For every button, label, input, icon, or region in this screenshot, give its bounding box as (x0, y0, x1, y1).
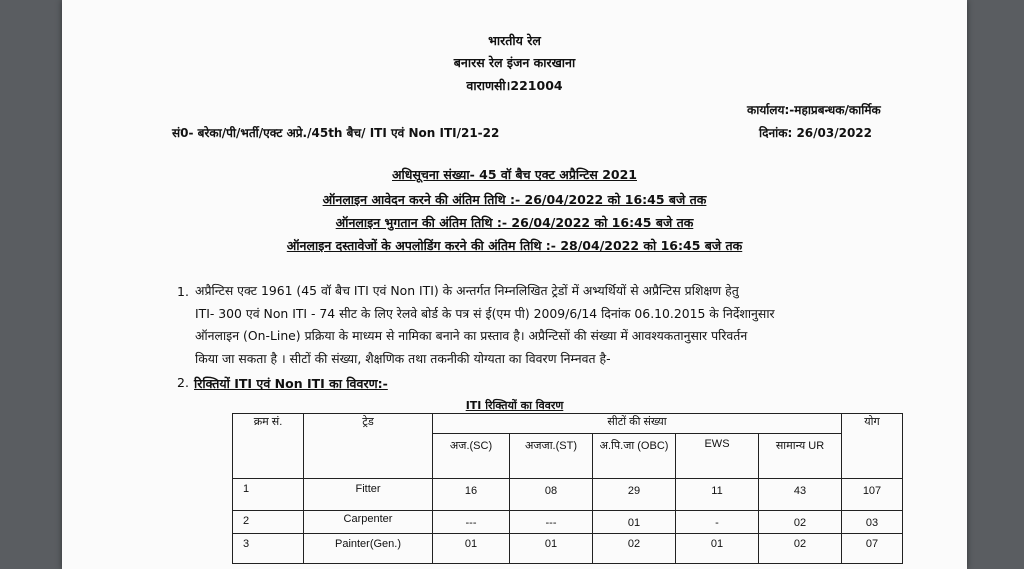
cell-ur: 02 (759, 511, 842, 534)
cell-obc: 01 (593, 511, 676, 534)
para1-line: किया जा सकता है । सीटों की संख्या, शैक्षणिक तथा तकनीकी योग्यता का विवरण निम्नवत है- (195, 350, 611, 366)
document-page (62, 0, 967, 569)
iti-vacancy-table (232, 413, 903, 564)
reference-number: सं0- बरेका/पी/भर्ती/एक्ट अप्रे./45th बैच/ ITI एवं Non ITI/21-22 (172, 126, 500, 140)
para1-line: अप्रैन्टिस एक्ट 1961 (45 वॉ बैच ITI एवं Non ITI) के अन्तर्गत निम्नलिखित ट्रेडों में अभ्यर्थियों से अप्रैन्टिस प्रशिक्षण हेतु (195, 283, 739, 298)
cell-sc: --- (433, 511, 510, 534)
cell-ews: 11 (676, 479, 759, 511)
para1-text (195, 280, 925, 370)
cell-total: 107 (842, 479, 903, 511)
cell-total: 07 (842, 534, 903, 564)
header-ews: EWS (676, 434, 759, 479)
cell-obc: 29 (593, 479, 676, 511)
section-title: रिक्तियों ITI एवं Non ITI का विवरण:- (194, 376, 388, 391)
para2-number: 2. (177, 375, 189, 390)
header-ur: सामान्य UR (759, 434, 842, 479)
org-name: भारतीय रेल (488, 33, 541, 48)
notice-upload-deadline: ऑनलाइन दस्तावेजों के अपलोडिंग करने की अंतिम तिथि :- 28/04/2022 को 16:45 बजे तक (286, 238, 743, 253)
para1-number: 1. (177, 284, 189, 299)
table-caption: ITI रिक्तियों का विवरण (465, 399, 564, 412)
notice-apply-deadline: ऑनलाइन आवेदन करने की अंतिम तिथि :- 26/04/2022 को 16:45 बजे तक (322, 192, 707, 207)
notice-title: अधिसूचना संख्या- 45 वॉ बैच एक्ट अप्रैन्टिस 2021 (392, 167, 637, 182)
office-label: कार्यालय:-महाप्रबन्धक/कार्मिक (747, 103, 881, 117)
cell-ur: 43 (759, 479, 842, 511)
cell-ur: 02 (759, 534, 842, 564)
cell-sc: 16 (433, 479, 510, 511)
issue-date: दिनांक: 26/03/2022 (759, 126, 873, 140)
cell-sc: 01 (433, 534, 510, 564)
header-sno: क्रम सं. (233, 414, 304, 479)
table-header-row (233, 414, 903, 434)
header-seats: सीटों की संख्या (433, 414, 842, 434)
table-row (233, 534, 903, 564)
cell-st: --- (510, 511, 593, 534)
cell-obc: 02 (593, 534, 676, 564)
workshop-name: बनारस रेल इंजन कारखाना (453, 55, 576, 70)
cell-st: 01 (510, 534, 593, 564)
para1-line: ITI- 300 एवं Non ITI - 74 सीट के लिए रेलवे बोर्ड के पत्र सं ई(एम पी) 2009/6/14 दिनांक 06.10.2015 के निर्देशानुसार (195, 305, 775, 321)
cell-sno: 1 (233, 479, 304, 511)
header-sc: अज.(SC) (433, 434, 510, 479)
cell-trade: Fitter (304, 479, 433, 511)
table-row (233, 511, 903, 534)
cell-total: 03 (842, 511, 903, 534)
cell-ews: - (676, 511, 759, 534)
city-pin: वाराणसी।221004 (466, 78, 563, 93)
cell-sno: 2 (233, 511, 304, 534)
cell-trade: Painter(Gen.) (304, 534, 433, 564)
header-trade: ट्रेड (304, 414, 433, 479)
notice-payment-deadline: ऑनलाइन भुगतान की अंतिम तिथि :- 26/04/2022 को 16:45 बजे तक (335, 215, 694, 230)
cell-sno: 3 (233, 534, 304, 564)
header-obc: अ.पि.जा (OBC) (593, 434, 676, 479)
header-total: योग (842, 414, 903, 479)
cell-st: 08 (510, 479, 593, 511)
header-st: अजजा.(ST) (510, 434, 593, 479)
para1-line: ऑनलाइन (On-Line) प्रक्रिया के माध्यम से नामिका बनाने का प्रस्ताव है। अप्रैन्टिसों की संख्या में आवश्यकतानुसार परिवर्तन (195, 328, 748, 343)
cell-trade: Carpenter (304, 511, 433, 534)
table-row (233, 479, 903, 511)
cell-ews: 01 (676, 534, 759, 564)
